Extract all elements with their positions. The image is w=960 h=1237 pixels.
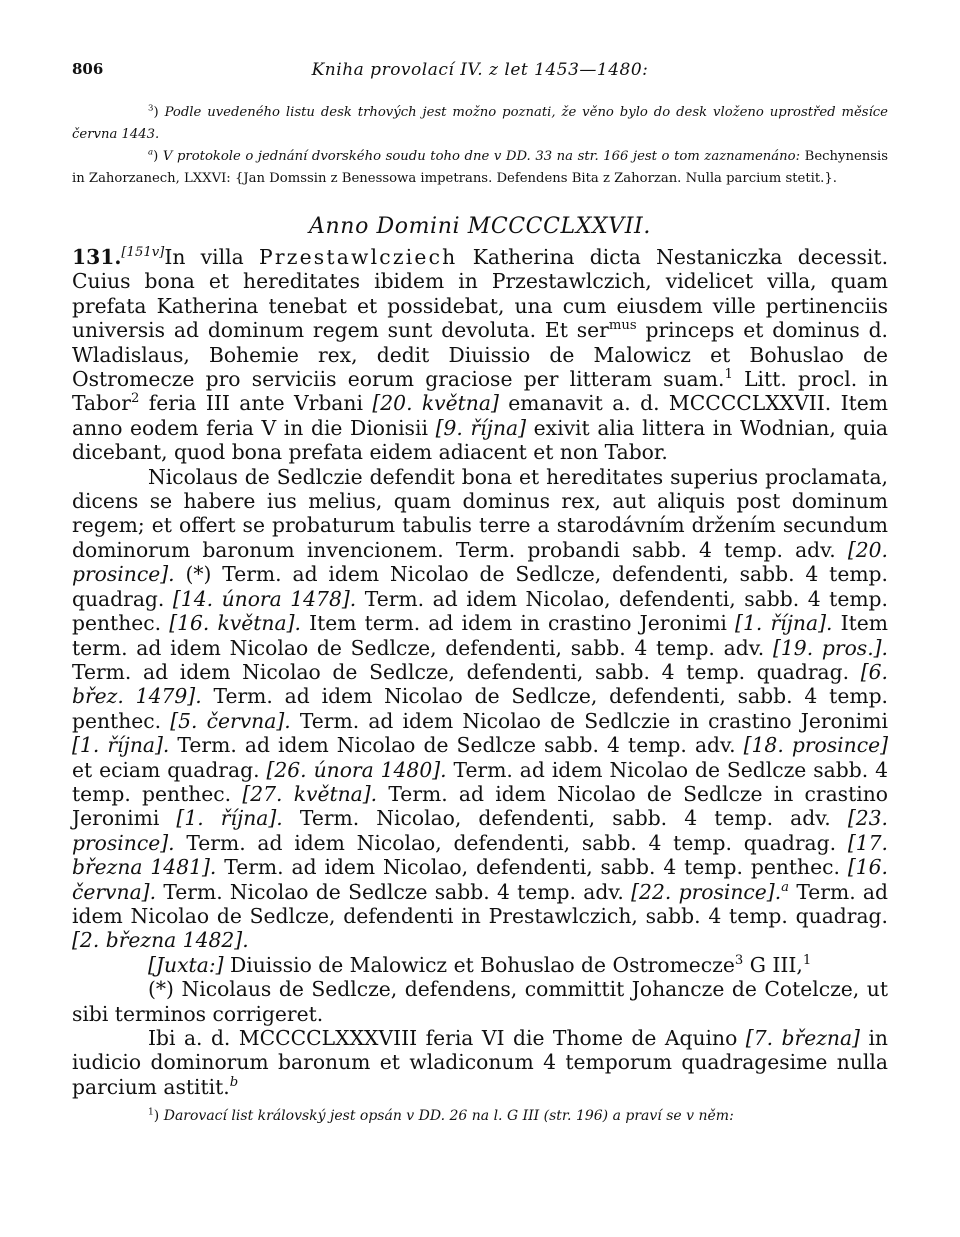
- footnotes-continued: [72, 102, 888, 190]
- text-span: feria III ante Vrbani: [148, 391, 363, 416]
- date-gloss: [20. května]: [372, 391, 499, 416]
- entry-131: [72, 245, 888, 1099]
- text-span: Term. ad idem Nicolao de Sedlcze, defendenti, sabb. 4 temp. penthec.: [72, 684, 888, 733]
- footnote-a: $^a$) V protokole o jednání dvorského soudu toho dne v DD. 33 na str. 166 jest o tom zaznamenáno: Bechynensis in Zahorzanech, LXXVI: {Jan Domssin z Benessowa impetrans. Defendens Bita z Zahorzan. Nulla parcium stetit.}.: [72, 147, 888, 186]
- footnote-text: Podle uvedeného listu desk trhových jest možno poznati, že věno bylo do desk vloženo uprostřed měsíce června 1443.: [72, 105, 888, 142]
- date-gloss: [5. června].: [161, 708, 291, 733]
- brace-close: }.: [824, 171, 837, 186]
- text-span: Term. Nicolao de Sedlcze sabb. 4 temp. adv.: [156, 879, 624, 904]
- place-name: Przestawlcziech: [258, 245, 458, 269]
- entry-paragraph-4: (*) Nicolaus de Sedlcze, defendens, committit Johancze de Cotelcze, ut sibi terminos corrigeret.: [72, 977, 888, 1026]
- text-span: Item term. ad idem Nicolao de Sedlcze, defendenti, sabb. 4 temp. adv.: [72, 611, 888, 660]
- footnote-ref-1: 1: [802, 953, 812, 969]
- date-gloss: [23. prosince].: [72, 806, 888, 855]
- date-gloss: [16. května].: [161, 611, 301, 636]
- text-span: Term. ad idem Nicolao de Sedlcze in crastino Jeronimi: [72, 781, 888, 831]
- date-gloss: [1. října].: [159, 806, 283, 831]
- date-gloss: [9. října]: [435, 415, 527, 440]
- entry-paragraph-3: [72, 953, 888, 977]
- running-title: Kniha provolací IV. z let 1453—1480:: [311, 60, 649, 80]
- brace-open: {: [234, 171, 244, 186]
- footnote-text: Darovací list královský jest opsán v DD. 26 na l. G III (str. 196) a praví se v něm:: [163, 1108, 734, 1125]
- text-span: In villa: [164, 245, 244, 269]
- footnote-text-plain: Bechynensis in Zahorzanech, LXXVI:: [72, 149, 888, 186]
- date-gloss: [14. února 1478].: [164, 586, 357, 611]
- date-gloss: [2. března 1482].: [72, 928, 249, 953]
- text-span: Term. ad idem Nicolao, defendenti, sabb. 4 temp. quadrag.: [174, 830, 837, 855]
- section-title: Anno Domini MCCCCLXXVII.: [309, 214, 651, 239]
- text-span: Term. ad idem Nicolao de Sedlczie in crastino Jeronimi: [290, 708, 888, 733]
- text-span: Litt. procl. in Tabor: [72, 367, 889, 416]
- footnote-mark: 1: [148, 1107, 154, 1118]
- footnote-ref-a: a: [781, 879, 790, 895]
- text-span: Katherina dicta Nestaniczka decessit. Cuius bona et hereditates ibidem in Przestawlczich, videlicet villa, quam prefata Katherina tenebat et possidebat, una cum eiusdem ville pertinenciis universis ad dominum regem sunt devoluta. Et ser: [72, 245, 889, 343]
- footnote-3: $^3$) Podle uvedeného listu desk trhových jest možno poznati, že věno bylo do desk vloženo uprostřed měsíce června 1443.: [72, 103, 888, 142]
- entry-paragraph-1: [72, 245, 888, 465]
- text-span: Term. ad idem Nicolao, defendenti, sabb. 4 temp. penthec.: [72, 586, 888, 636]
- superscript-mus: mus: [608, 318, 637, 334]
- date-gloss: [18. prosince]: [735, 733, 888, 758]
- footnote-ref-1: 1: [724, 367, 733, 383]
- footnote-text-braced: Jan Domssin z Benessowa impetrans. Defendens Bita z Zahorzan. Nulla parcium stetit.: [243, 171, 825, 186]
- text-span: Nicolaus de Sedlczie defendit bona et hereditates superius proclamata, dicens se habere ius melius, quam dominus rex, aut aliquis post dominum regem; et offert se probaturum tabulis terre a starodávním držením secundum dominorum baronum invencionem. Term. probandi sabb. 4 temp. adv.: [72, 464, 888, 562]
- text-span: emanavit a. d. MCCCCLXXVII. Item anno eodem feria V in die Dionisii: [72, 391, 889, 440]
- footnote-mark: a: [148, 147, 154, 158]
- text-span: Item term. ad idem in crastino Jeronimi: [300, 611, 727, 636]
- date-gloss: [26. února 1480].: [259, 757, 447, 782]
- date-gloss: [27. května].: [231, 781, 378, 806]
- page-number: 806: [72, 60, 104, 78]
- text-span: in iudicio dominorum baronum et wladiconum 4 temporum quadragesime nulla parcium astitit.: [72, 1026, 888, 1099]
- date-gloss: [20. prosince].: [72, 537, 888, 587]
- footnote-1: $^1$) Darovací list královský jest opsán v DD. 26 na l. G III (str. 196) a praví se v něm:: [148, 1107, 734, 1125]
- date-gloss: [6. břez. 1479].: [72, 659, 888, 709]
- text-span: Term. ad idem Nicolao de Sedlcze, defendenti in Prestawlczich, sabb. 4 temp. quadrag.: [72, 879, 889, 928]
- text-span: exivit alia littera in Wodnian, quia dicebant, quod bona prefata eidem adiacent et non Tabor.: [72, 415, 889, 465]
- footnote-text-italic: V protokole o jednání dvorského soudu toho dne v DD. 33 na str. 166 jest o tom zaznamenáno:: [162, 149, 801, 164]
- entry-paragraph-2: [72, 465, 888, 953]
- text-span: G III,: [749, 952, 803, 977]
- text-span: princeps et dominus d. Wladislaus, Bohemie rex, dedit Diuissio de Malowicz et Bohuslao de Ostromecze pro serviciis eorum graciose per litteram suam.: [72, 318, 888, 392]
- text-span: Term. ad idem Nicolao de Sedlcze, defendenti, sabb. 4 temp. quadrag.: [72, 659, 850, 684]
- text-span: Term. ad idem Nicolao de Sedlcze sabb. 4 temp. penthec.: [72, 757, 888, 806]
- date-gloss: [22. prosince].: [623, 879, 782, 904]
- entry-paragraph-5: [72, 1026, 888, 1099]
- text-span: Ibi a. d. MCCCCLXXXVIII feria VI die Thome de Aquino: [148, 1026, 738, 1050]
- footnote-ref-3: 3: [734, 953, 744, 969]
- juxta-label: [Juxta:]: [148, 952, 224, 977]
- footnote-mark: 3: [148, 103, 154, 114]
- folio-mark: [151v]: [121, 245, 165, 261]
- date-gloss: [17. března 1481].: [72, 830, 888, 880]
- text-span: Term. ad idem Nicolao, defendenti, sabb. 4 temp. penthec.: [216, 855, 840, 880]
- text-span: Term. ad idem Nicolao de Sedlcze sabb. 4 temp. adv.: [169, 733, 736, 758]
- text-span: (*) Term. ad idem Nicolao de Sedlcze, defendenti, sabb. 4 temp. quadrag.: [72, 562, 888, 611]
- date-gloss: [19. pros.].: [764, 635, 889, 660]
- date-gloss: [7. března]: [745, 1026, 860, 1050]
- text-span: Term. Nicolao, defendenti, sabb. 4 temp. adv.: [282, 806, 831, 831]
- footnote-ref-b: b: [229, 1075, 239, 1091]
- entry-number: 131.: [72, 245, 122, 269]
- page-header: [72, 60, 888, 92]
- text-span: Diuissio de Malowicz et Bohuslao de Ostromecze: [229, 952, 735, 977]
- footnote-ref-2: 2: [130, 391, 140, 407]
- date-gloss: [1. října].: [72, 733, 170, 758]
- date-gloss: [1. října].: [726, 611, 833, 636]
- date-gloss: [16. června].: [72, 855, 888, 904]
- text-span: et eciam quadrag.: [72, 757, 260, 782]
